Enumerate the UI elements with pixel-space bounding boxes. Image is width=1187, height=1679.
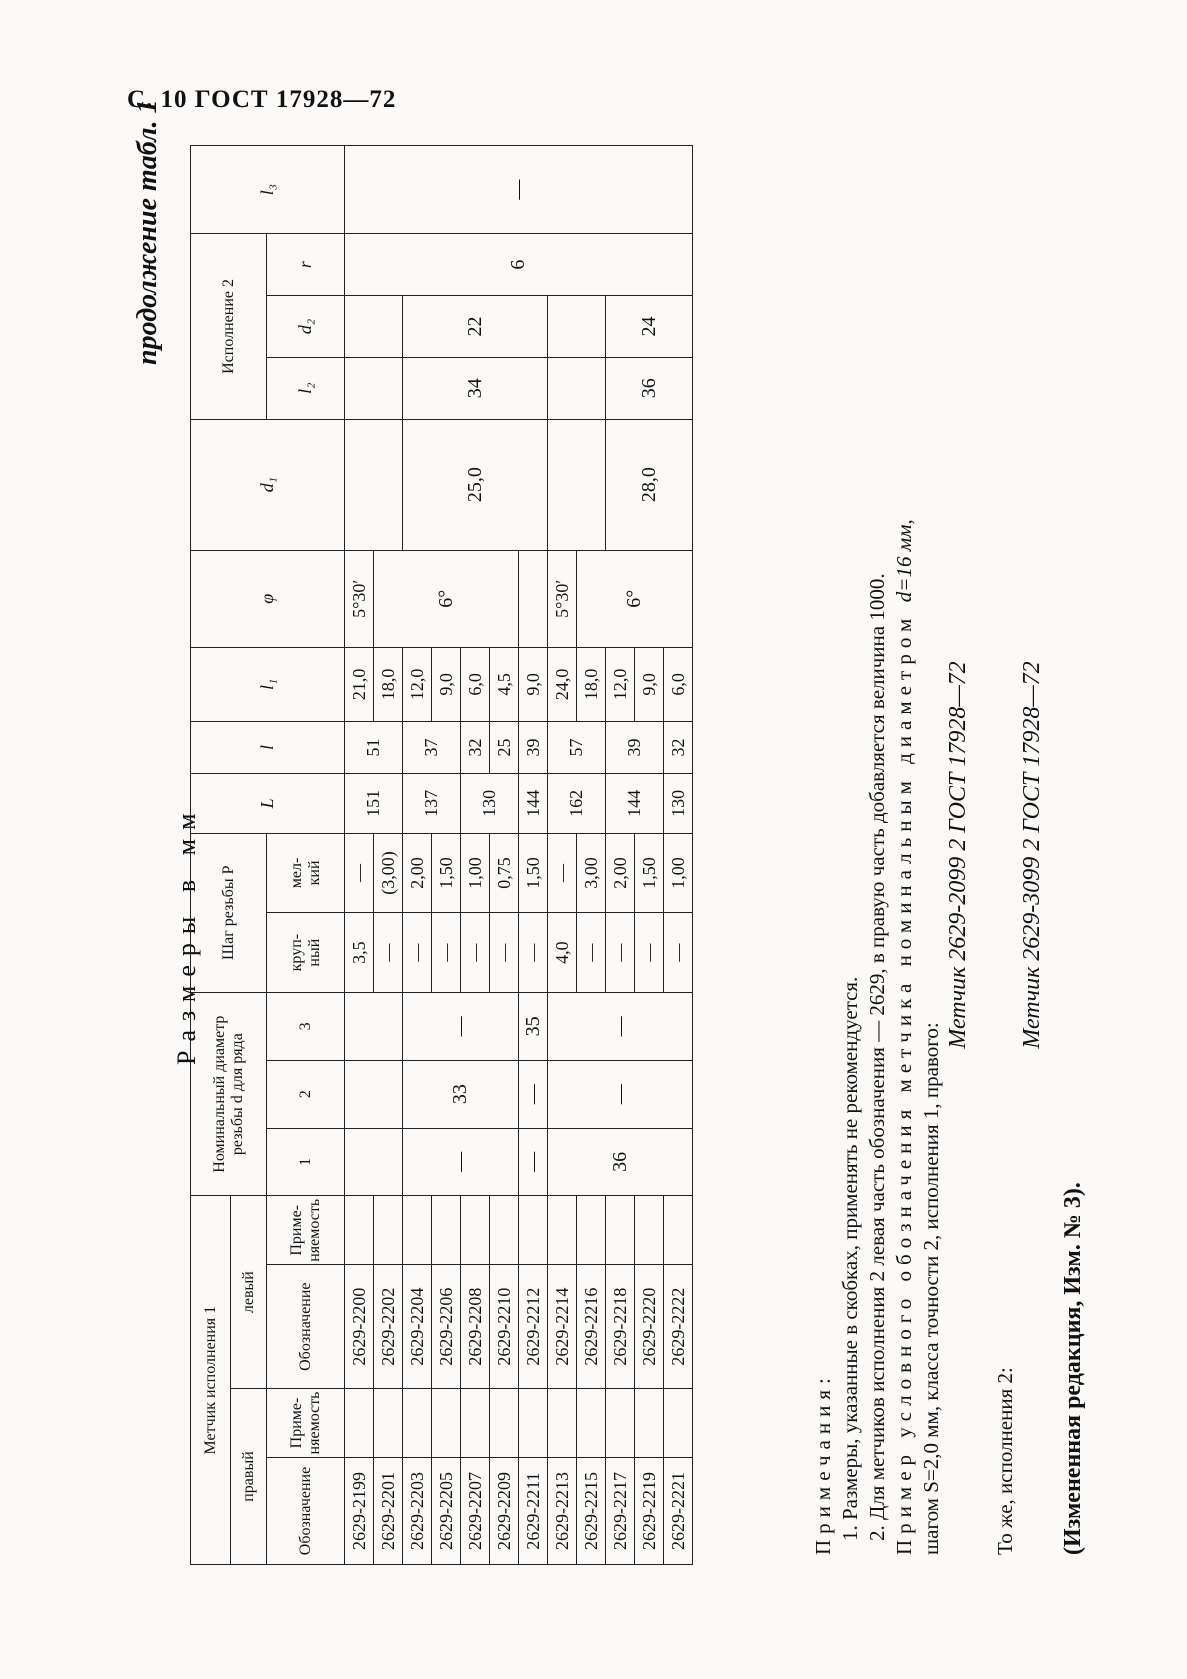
cell-l: 32 (461, 721, 490, 773)
cell-left: 2629-2206 (432, 1265, 461, 1389)
cell-d-row3: — (403, 992, 519, 1060)
cell-L: 151 (345, 774, 403, 833)
cell-L: 144 (519, 774, 548, 833)
cell-L: 162 (548, 774, 606, 833)
header-nominal-diameter: Номинальный диаметр резьбы d для ряда (191, 992, 267, 1195)
cell-fine: 1,00 (664, 833, 693, 913)
cell-fine: 1,00 (461, 833, 490, 913)
cell-l1: 6,0 (664, 648, 693, 722)
cell-applicability (374, 1196, 403, 1265)
table-row (403, 146, 432, 1565)
example-1-diameter: d=16 мм, (892, 519, 916, 603)
cell-right: 2629-2209 (490, 1457, 519, 1564)
cell-L: 130 (461, 774, 519, 833)
cell-applicability (519, 1389, 548, 1458)
cell-right: 2629-2201 (374, 1457, 403, 1564)
cell-applicability (606, 1196, 635, 1265)
cell-coarse: — (519, 913, 548, 993)
cell-coarse: — (606, 913, 635, 993)
cell-l1: 9,0 (519, 648, 548, 722)
header-coarse: круп- ный (267, 913, 345, 993)
cell-d-row3: 35 (519, 992, 548, 1060)
header-designation-left: Обозначение (267, 1265, 345, 1389)
header-row2: 2 (267, 1060, 345, 1128)
cell-right: 2629-2217 (606, 1457, 635, 1564)
cell-r-all: 6 (345, 234, 693, 296)
header-l3: l₃ (191, 146, 345, 234)
header-l1: l₁ (191, 648, 345, 722)
cell-applicability (461, 1196, 490, 1265)
cell-fine: — (345, 833, 374, 913)
cell-applicability (577, 1389, 606, 1458)
cell-applicability (635, 1389, 664, 1458)
cell-applicability (548, 1196, 577, 1265)
cell-L: 130 (664, 774, 693, 833)
cell-left: 2629-2222 (664, 1265, 693, 1389)
revision-note: (Измененная редакция, Изм. № 3). (1060, 1182, 1086, 1555)
cell-applicability (403, 1196, 432, 1265)
header-right: правый (231, 1389, 267, 1565)
cell-d-row3-blank (345, 992, 403, 1060)
cell-l1: 18,0 (374, 648, 403, 722)
cell-l1: 12,0 (606, 648, 635, 722)
header-row3: 3 (267, 992, 345, 1060)
cell-l2-merged: 36 (606, 357, 693, 419)
example-2-code: Метчик 2629-3099 2 ГОСТ 17928—72 (1019, 661, 1045, 1049)
cell-l: 37 (403, 721, 461, 773)
cell-l1: 12,0 (403, 648, 432, 722)
cell-applicability (345, 1196, 374, 1265)
cell-d1-merged: 28,0 (606, 419, 693, 550)
cell-d2-blank (548, 296, 606, 358)
cell-fine: — (548, 833, 577, 913)
cell-d-row2: 33 (403, 1060, 519, 1128)
cell-d1-merged: 25,0 (403, 419, 548, 550)
cell-l3-all: — (345, 146, 693, 234)
cell-l: 32 (664, 721, 693, 773)
cell-l: 39 (519, 721, 548, 773)
cell-applicability (490, 1196, 519, 1265)
cell-d-row1: — (403, 1128, 519, 1196)
cell-d-row2: — (519, 1060, 548, 1128)
cell-right: 2629-2221 (664, 1457, 693, 1564)
cell-coarse: 4,0 (548, 913, 577, 993)
example-1-params: шагом S=2,0 мм, класса точности 2, исполнения 1, правого: (919, 1022, 943, 1555)
cell-l2-blank (345, 357, 403, 419)
cell-l1: 24,0 (548, 648, 577, 722)
notes-title: Примечания: (811, 1372, 835, 1555)
cell-coarse: — (403, 913, 432, 993)
header-left: левый (231, 1196, 267, 1389)
table-row (345, 146, 374, 1565)
header-applicability-right: Приме- няемость (267, 1389, 345, 1458)
cell-fine: 1,50 (432, 833, 461, 913)
cell-right: 2629-2219 (635, 1457, 664, 1564)
header-fine: мел- кий (267, 833, 345, 913)
cell-d-row1-blank (345, 1128, 403, 1196)
header-l: l (191, 721, 345, 773)
cell-applicability (403, 1389, 432, 1458)
note-2: 2. Для метчиков исполнения 2 левая часть обозначения — 2629, в правую часть добавляется величина 1000. (865, 573, 889, 1541)
page-header: С. 10 ГОСТ 17928—72 (127, 86, 397, 113)
header-r: r (267, 234, 345, 296)
cell-applicability (664, 1196, 693, 1265)
cell-phi-merged: 6° (374, 550, 519, 648)
example-1-code: Метчик 2629-2099 2 ГОСТ 17928—72 (945, 661, 971, 1049)
cell-L: 137 (403, 774, 461, 833)
cell-phi: 5°30′ (548, 550, 577, 648)
cell-l: 51 (345, 721, 403, 773)
example-2-label: То же, исполнения 2: (993, 1367, 1017, 1555)
cell-right: 2629-2211 (519, 1457, 548, 1564)
cell-applicability (548, 1389, 577, 1458)
cell-left: 2629-2218 (606, 1265, 635, 1389)
cell-l1: 4,5 (490, 648, 519, 722)
rotated-page-content (120, 85, 1120, 1585)
table-row (606, 146, 635, 1565)
cell-left: 2629-2214 (548, 1265, 577, 1389)
units-label: Размеры в мм (172, 804, 201, 1065)
header-phi: φ (191, 550, 345, 648)
notes-block (810, 155, 1087, 1555)
cell-l2-blank (548, 357, 606, 419)
cell-left: 2629-2210 (490, 1265, 519, 1389)
cell-d2-merged: 22 (403, 296, 548, 358)
cell-fine: 1,50 (635, 833, 664, 913)
cell-d2-merged: 24 (606, 296, 693, 358)
header-d2: d₂ (267, 296, 345, 358)
cell-coarse: — (461, 913, 490, 993)
cell-applicability (664, 1389, 693, 1458)
cell-left: 2629-2200 (345, 1265, 374, 1389)
cell-applicability (432, 1196, 461, 1265)
cell-left: 2629-2216 (577, 1265, 606, 1389)
cell-applicability (345, 1389, 374, 1458)
cell-right: 2629-2207 (461, 1457, 490, 1564)
cell-applicability (519, 1196, 548, 1265)
cell-l: 57 (548, 721, 606, 773)
cell-d-row1: 36 (548, 1128, 693, 1196)
header-row1: 1 (267, 1128, 345, 1196)
cell-l1: 21,0 (345, 648, 374, 722)
cell-phi-merged: 6° (577, 550, 693, 648)
cell-l2-merged: 34 (403, 357, 548, 419)
cell-left: 2629-2212 (519, 1265, 548, 1389)
cell-fine: 2,00 (606, 833, 635, 913)
cell-l1: 9,0 (635, 648, 664, 722)
header-pitch: Шаг резьбы P (191, 833, 267, 992)
cell-l1: 9,0 (432, 648, 461, 722)
cell-right: 2629-2215 (577, 1457, 606, 1564)
cell-right: 2629-2199 (345, 1457, 374, 1564)
cell-coarse: — (635, 913, 664, 993)
note-1: 1. Размеры, указанные в скобках, применять не рекомендуется. (838, 976, 862, 1541)
header-ispolnenie1: Метчик исполнения 1 (191, 1196, 231, 1565)
cell-right: 2629-2203 (403, 1457, 432, 1564)
cell-d1-blank (548, 419, 606, 550)
cell-l: 39 (606, 721, 664, 773)
header-ispolnenie2: Исполнение 2 (191, 234, 267, 420)
cell-d-row3: — (548, 992, 693, 1060)
cell-applicability (577, 1196, 606, 1265)
example-1-text: Пример условного обозначения метчика номинальным диаметром (892, 612, 916, 1555)
cell-d2-blank (345, 296, 403, 358)
cell-fine: 2,00 (403, 833, 432, 913)
cell-d-row2-blank (345, 1060, 403, 1128)
cell-fine: (3,00) (374, 833, 403, 913)
cell-phi: 5°30′ (345, 550, 374, 648)
cell-l1: 6,0 (461, 648, 490, 722)
cell-d-row1: — (519, 1128, 548, 1196)
header-d1: d₁ (191, 419, 345, 550)
cell-fine: 1,50 (519, 833, 548, 913)
cell-left: 2629-2204 (403, 1265, 432, 1389)
header-designation-right: Обозначение (267, 1457, 345, 1564)
cell-coarse: — (432, 913, 461, 993)
header-L: L (191, 774, 345, 833)
cell-coarse: — (664, 913, 693, 993)
cell-coarse: — (374, 913, 403, 993)
table-caption: продолжение табл. 1 (132, 99, 163, 365)
cell-applicability (606, 1389, 635, 1458)
cell-applicability (432, 1389, 461, 1458)
cell-right: 2629-2205 (432, 1457, 461, 1564)
cell-left: 2629-2220 (635, 1265, 664, 1389)
cell-d1-blank (345, 419, 403, 550)
cell-l: 25 (490, 721, 519, 773)
cell-fine: 0,75 (490, 833, 519, 913)
cell-applicability (374, 1389, 403, 1458)
cell-l1: 18,0 (577, 648, 606, 722)
cell-applicability (490, 1389, 519, 1458)
cell-fine: 3,00 (577, 833, 606, 913)
header-applicability-left: Приме- няемость (267, 1196, 345, 1265)
cell-applicability (461, 1389, 490, 1458)
cell-right: 2629-2213 (548, 1457, 577, 1564)
main-table (190, 145, 693, 1565)
cell-left: 2629-2202 (374, 1265, 403, 1389)
cell-L: 144 (606, 774, 664, 833)
cell-coarse: — (577, 913, 606, 993)
header-l2: l₂ (267, 357, 345, 419)
cell-coarse: 3,5 (345, 913, 374, 993)
cell-left: 2629-2208 (461, 1265, 490, 1389)
cell-d-row2: — (548, 1060, 693, 1128)
cell-coarse: — (490, 913, 519, 993)
table-row (548, 146, 577, 1565)
cell-applicability (635, 1196, 664, 1265)
